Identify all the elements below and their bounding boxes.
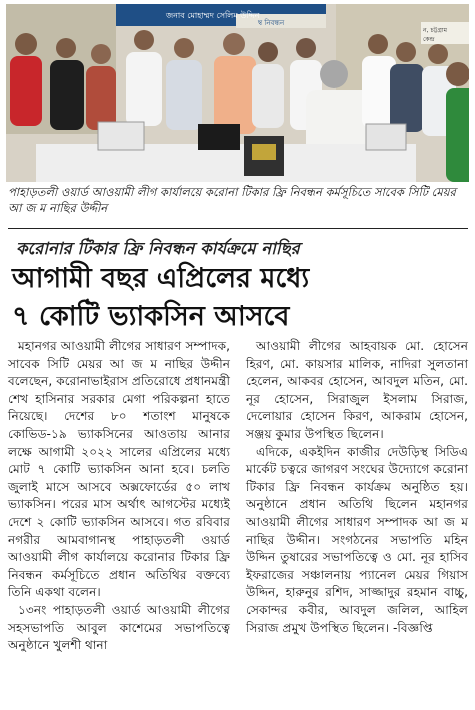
news-photo (6, 4, 469, 182)
group-photo-icon (6, 4, 469, 182)
photo-caption: পাহাড়তলী ওয়ার্ড আওয়ামী লীগ কার্যালয়ে করোনা টিকার ফ্রি নিবন্ধন কর্মসূচিতে সাবেক সিটি মেয়র আ জ ম নাছির উদ্দীন (8, 185, 456, 215)
kicker-subheadline: করোনার টিকার ফ্রি নিবন্ধন কার্যক্রমে নাছির (16, 239, 300, 258)
left-paragraph-1: মহানগর আওয়ামী লীগের সাধারণ সম্পাদক, সাবেক সিটি মেয়র আ জ ম নাছির উদ্দীন বলেছেন, করোনাভাইরাস প্রতিরোধে প্রধানমন্ত্রী শেখ হাসিনার সরকার মেগা পরিকল্পনা হাতে নিয়েছে। দেশের ৮০ শতাংশ মানুষকে কোভিড-১৯ ভ্যাকসিনের আওতায় আনার লক্ষে আগামী ২০২২ সালের এপ্রিলের মধ্যে মোট ৭ কোটি ভ্যাকসিন আনা হবে। চলতি জুলাই মাসে আসবে অক্সফোর্ডের ৫০ লাখ ভ্যাকসিন। পরের মাস অর্থাৎ আগস্টের মধ্যেই দেশে ২ কোটি ভ্যাকসিন আসবে। গত রবিবার নগরীর আমবাগানস্থ পাহাড়তলী ওয়ার্ড আওয়ামী লীগ কার্যালয়ে করোনার টিকার ফ্রি নিবন্ধন কর্মসূচিতে প্রধান অতিথির বক্তব্যে তিনি একথা বলেন। (8, 339, 230, 600)
right-paragraph-2: এদিকে, একইদিন কাজীর দেউড়িস্থ সিডিএ মার্কেট চত্বরে জাগরণ সংঘের উদ্যোগে করোনা টিকার ফ্রি নিবন্ধন কার্যক্রম অনুষ্ঠিত হয়। অনুষ্ঠানে প্রধান অতিথি ছিলেন মহানগর আওয়ামী লীগের সাধারণ সম্পাদক আ জ ম নাছির উদ্দীন। সংগঠনের সভাপতি মহিন উদ্দিন তুষারের সভাপতিত্বে ও মো. নূর হাসিব ইফরাজের সঞ্চালনায় প্যানেল মেয়র গিয়াস উদ্দিন, হারুনুর রশিদ, সাজ্জাদুর রহমান বাচ্চু, সেকান্দর কবীর, আবদুল জলিল, আহিল সিরাজ প্রমুখ উপস্থিত ছিলেন। -বিজ্ঞপ্তি (246, 444, 468, 635)
article-column-left (8, 338, 230, 655)
wall-sign-left: ন, চট্টগ্রাম (423, 27, 447, 34)
headline-line-1: আগামী বছর এপ্রিলের মধ্যে (12, 263, 310, 294)
banner-text: জনাব মোহাম্মদ সেলিম উদ্দিন (166, 11, 260, 20)
headline (12, 260, 468, 336)
article-column-right (246, 338, 468, 637)
wall-sign-right: কেন্দ্র (423, 36, 435, 43)
left-paragraph-2: ১৩নং পাহাড়তলী ওয়ার্ড আওয়ামী লীগের সহসভাপতি আবুল কাশেমের সভাপতিত্বে অনুষ্ঠানে খুলশী থানা (8, 602, 230, 653)
headline-line-2: ৭ কোটি ভ্যাকসিন আসবে (12, 301, 290, 332)
banner-right-text: ম্ব নিবন্ধন (258, 19, 285, 27)
right-paragraph-1: আওয়ামী লীগের আহবায়ক মো. হোসেন হিরণ, মো. কায়সার মালিক, নাদিরা সুলতানা হেলেন, আকবর হোসেন, আবদুল মতিন, মো. নূর হোসেন, সিরাজুল ইসলাম সিরাজ, দেলোয়ার হোসেন কিরণ, আকরাম হোসেন, সঞ্জয় কুমার উপস্থিত ছিলেন। (246, 339, 468, 441)
divider-top (8, 228, 468, 229)
